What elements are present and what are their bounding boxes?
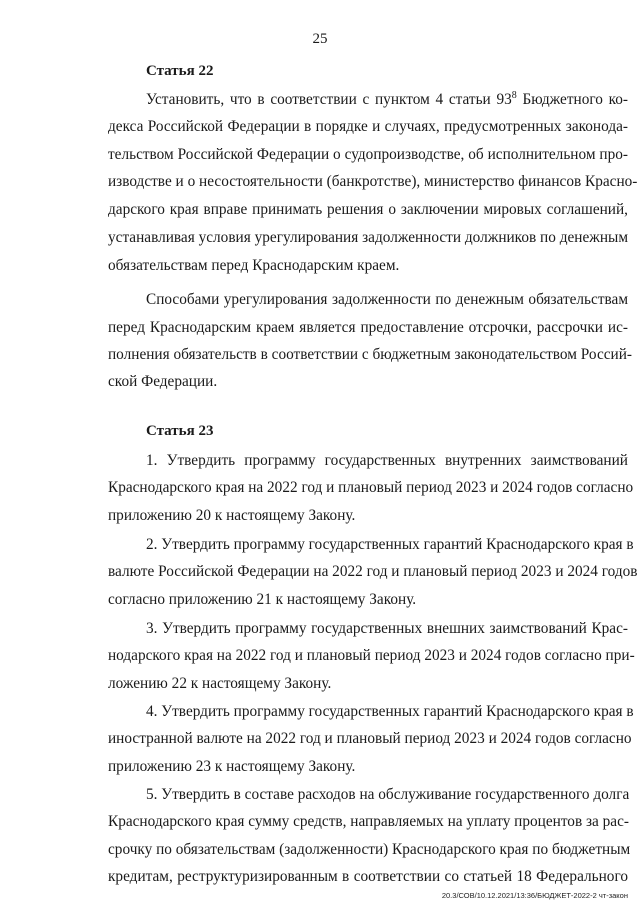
article-23-item-2-line-3: согласно приложению 21 к настоящему Закону. xyxy=(108,591,417,608)
article-22-p1-line-6: устанавливая условия урегулирования задолженности должников по денежным xyxy=(108,229,628,246)
article-23-item-5-line-4: кредитам, реструктуризированным в соответствии со статьей 18 Федерального xyxy=(108,868,628,885)
article-22-p1-line-5: дарского края вправе принимать решения о заключении мировых соглашений, xyxy=(108,201,628,218)
article-23-item-2-line-1: 2. Утвердить программу государственных гарантий Краснодарского края в xyxy=(146,536,634,553)
article-23-item-1-line-1: 1. Утвердить программу государственных внутренних заимствований xyxy=(146,452,628,469)
article-22-p1-line-4: изводстве и о несостоятельности (банкротстве), министерство финансов Красно- xyxy=(108,173,638,190)
article-23-item-4-line-2: иностранной валюте на 2022 год и плановый период 2023 и 2024 годов согласно xyxy=(108,730,632,747)
article-22-p1-line-2: декса Российской Федерации в порядке и случаях, предусмотренных законода- xyxy=(108,118,628,135)
article-23-item-5-line-3: срочку по обязательствам (задолженности) Краснодарского края по бюджетным xyxy=(108,841,631,858)
article-22-p1-line-1: Установить, что в соответствии с пунктом 4 статьи $93^8$ Бюджетного ко- xyxy=(146,90,629,108)
article-23-item-4-line-3: приложению 23 к настоящему Закону. xyxy=(108,758,356,775)
article-22-p2-line-2: перед Краснодарским краем является предоставление отсрочки, рассрочки ис- xyxy=(108,319,628,336)
article-22-heading: Статья 22 xyxy=(146,63,214,79)
page-number: 25 xyxy=(312,31,328,47)
article-22-p2-line-1: Способами урегулирования задолженности по денежным обязательствам xyxy=(146,291,628,308)
article-23-heading: Статья 23 xyxy=(146,423,214,439)
article-22-p1-line-7: обязательствам перед Краснодарским краем. xyxy=(108,257,400,274)
article-23-item-1-line-3: приложению 20 к настоящему Закону. xyxy=(108,507,356,524)
article-22-p2-line-3: полнения обязательств в соответствии с бюджетным законодательством Россий- xyxy=(108,346,632,363)
article-23-item-1-line-2: Краснодарского края на 2022 год и плановый период 2023 и 2024 годов согласно xyxy=(108,479,634,496)
article-23-item-3-line-2: нодарского края на 2022 год и плановый период 2023 и 2024 годов согласно при- xyxy=(108,647,635,664)
article-23-item-4-line-1: 4. Утвердить программу государственных гарантий Краснодарского края в xyxy=(146,703,634,720)
article-22-p2-line-4: ской Федерации. xyxy=(108,373,218,390)
article-23-item-2-line-2: валюте Российской Федерации на 2022 год и плановый период 2023 и 2024 годов xyxy=(108,563,638,580)
article-23-item-3-line-1: 3. Утвердить программу государственных внешних заимствований Крас- xyxy=(146,620,628,637)
article-23-item-3-line-3: ложению 22 к настоящему Закону. xyxy=(108,675,332,692)
article-23-item-5-line-1: 5. Утвердить в составе расходов на обслуживание государственного долга xyxy=(146,786,630,803)
article-22-p1-line-3: тельством Российской Федерации о судопроизводстве, об исполнительном про- xyxy=(108,146,628,163)
article-23-item-5-line-2: Краснодарского края сумму средств, направляемых на уплату процентов за рас- xyxy=(108,813,629,830)
document-footer-code: 20.3/СОВ/10.12.2021/13:36/БЮДЖЕТ-2022-2 чт-закон xyxy=(441,891,628,900)
